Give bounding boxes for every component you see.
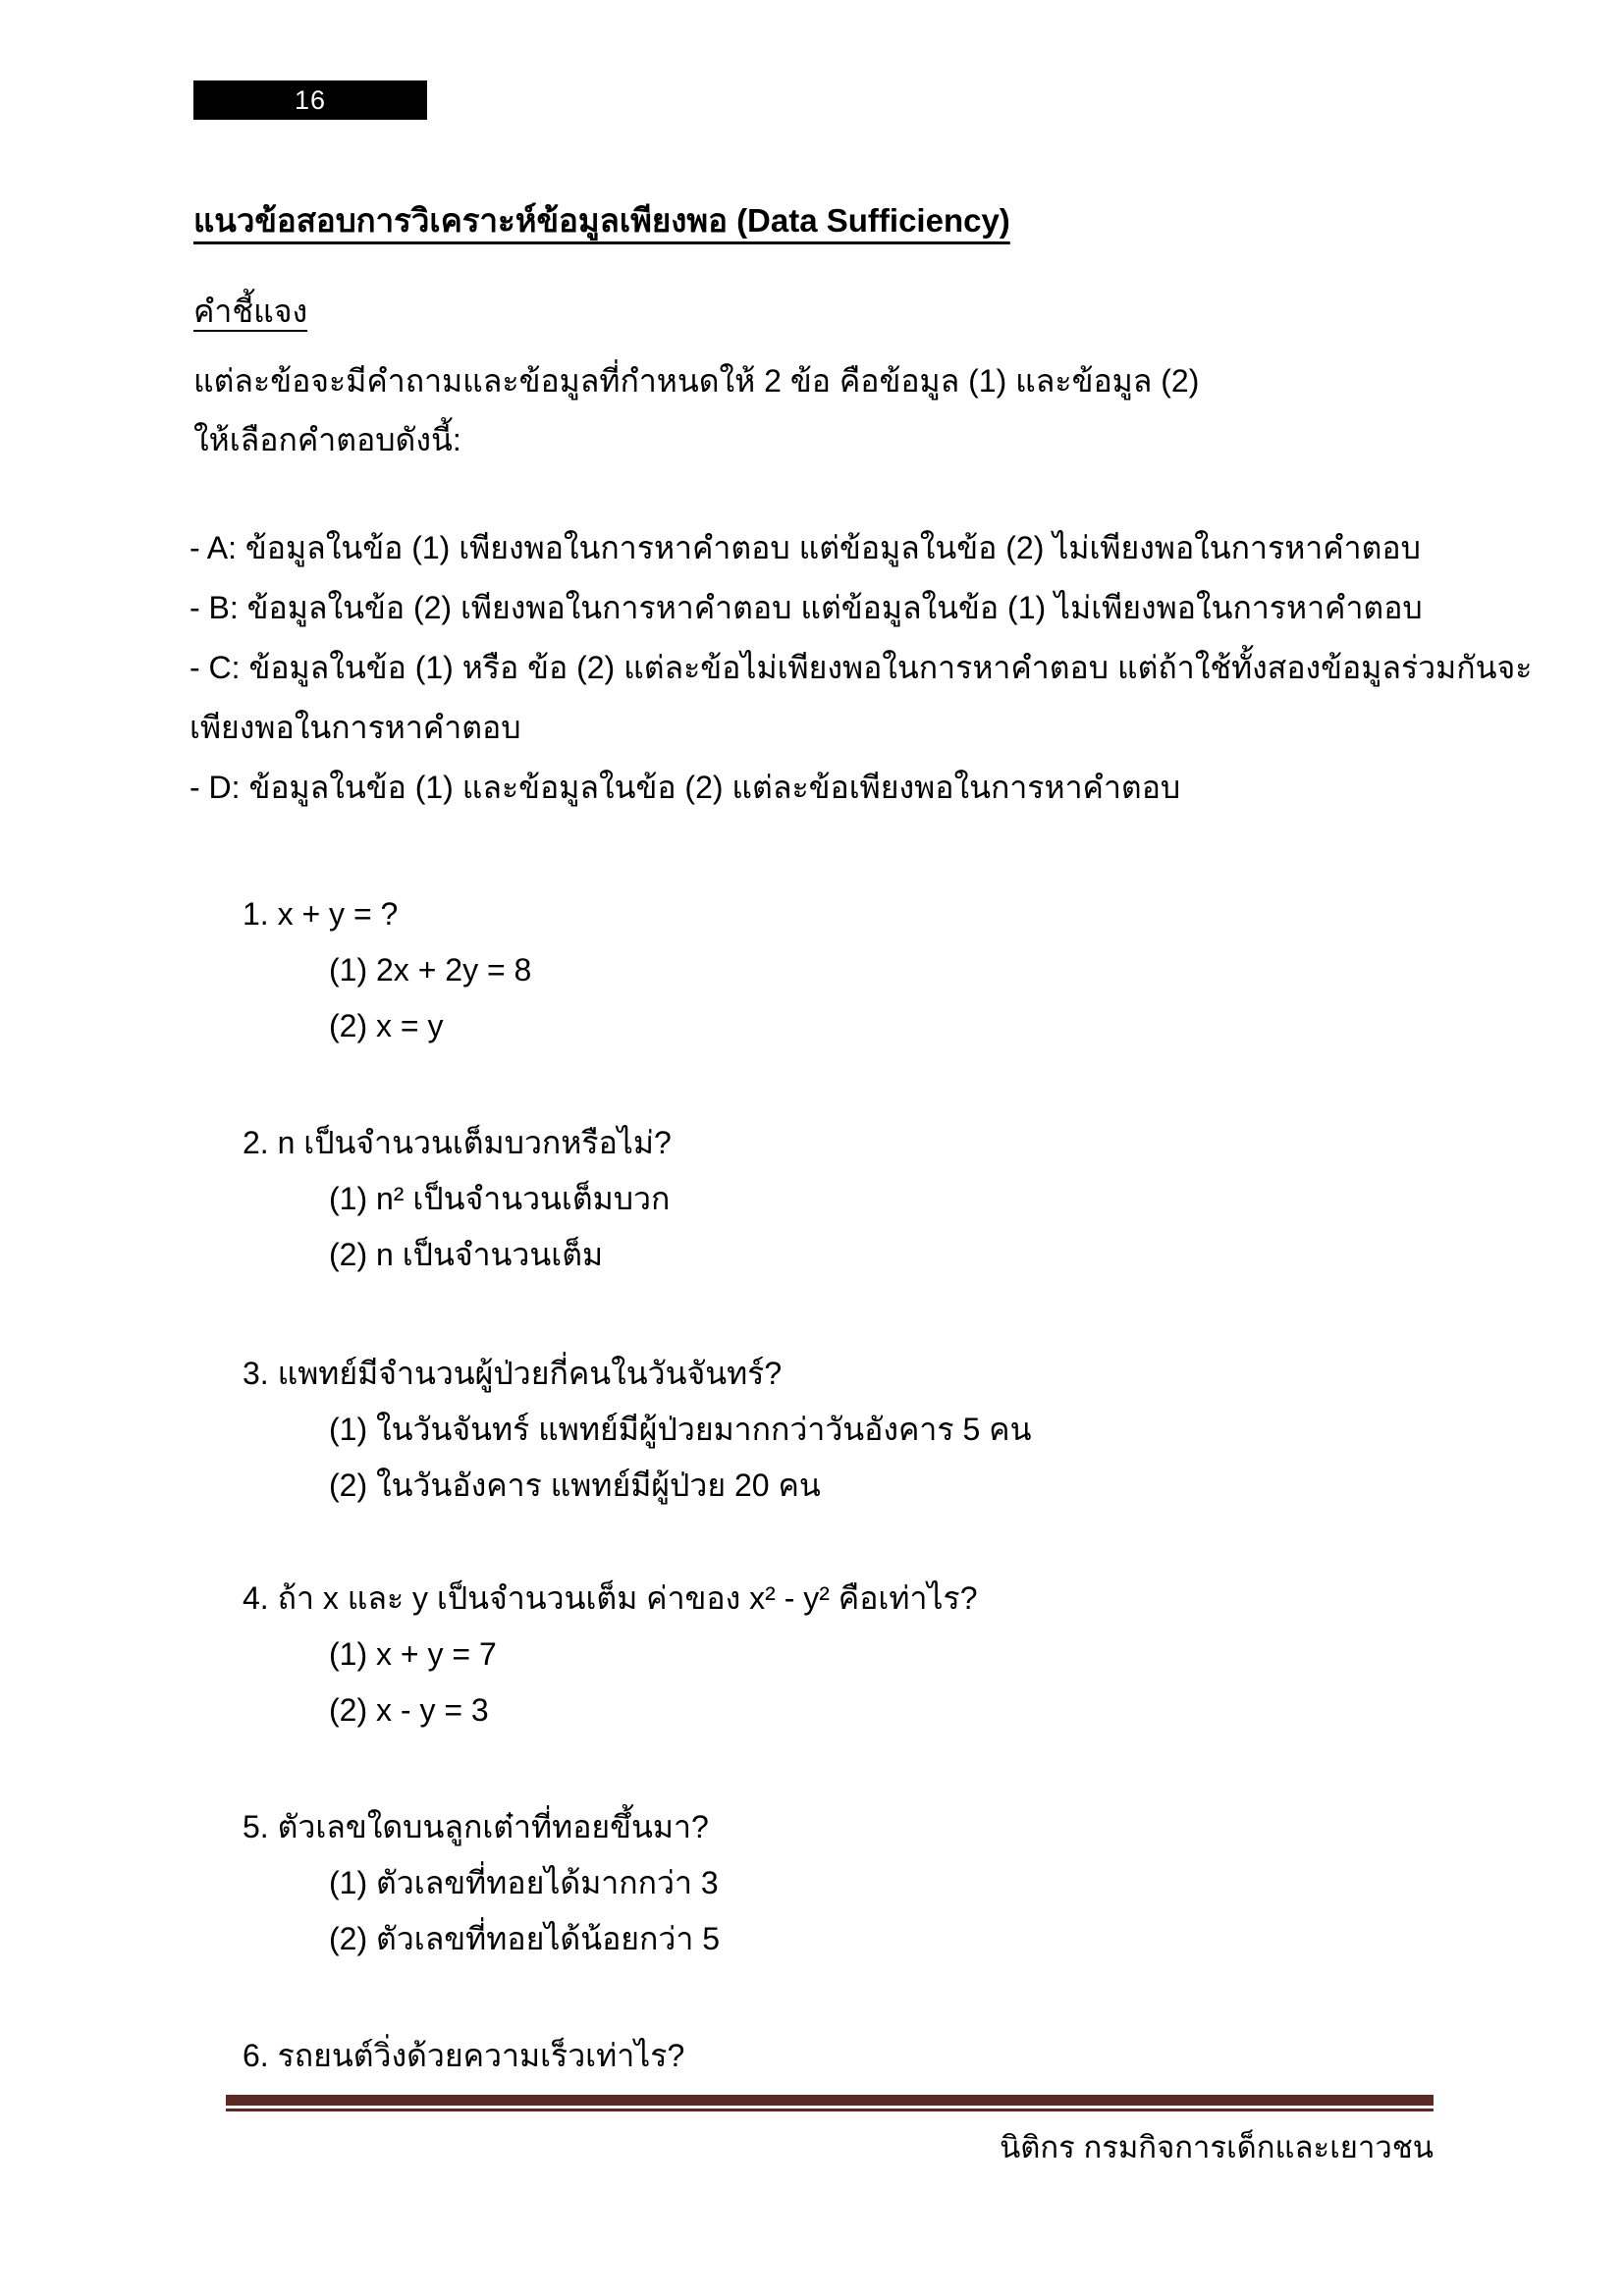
statement-line: (2) n เป็นจำนวนเต็ม — [329, 1237, 604, 1272]
document-title: แนวข้อสอบการวิเคราะห์ข้อมูลเพียงพอ (Data Sufficiency) — [193, 202, 1010, 239]
question-6 — [243, 2028, 684, 2084]
question-title — [243, 886, 531, 942]
question-text: ตัวเลขใดบนลูกเต๋าที่ทอยขึ้นมา? — [277, 1809, 709, 1844]
question-statements — [329, 1627, 978, 1738]
question-number: 1. — [243, 896, 269, 932]
question-title — [243, 1571, 978, 1627]
question-text: ถ้า x และ y เป็นจำนวนเต็ม ค่าของ x² - y² คือเท่าไร? — [277, 1580, 978, 1616]
question-5 — [243, 1799, 720, 1967]
question-number: 3. — [243, 1356, 269, 1391]
page-number-badge — [193, 80, 427, 120]
question-title — [243, 2028, 684, 2084]
instructions-intro-line: ให้เลือกคำตอบดังนี้: — [193, 422, 461, 457]
question-title — [243, 1115, 672, 1171]
page-number: 16 — [294, 84, 327, 115]
statement-line: (2) x - y = 3 — [329, 1692, 489, 1728]
question-statements — [329, 1855, 720, 1967]
choice-line-d: - D: ข้อมูลในข้อ (1) และข้อมูลในข้อ (2) แต่ละข้อเพียงพอในการหาคำตอบ — [189, 770, 1181, 805]
choice-line-b: - B: ข้อมูลในข้อ (2) เพียงพอในการหาคำตอบ แต่ข้อมูลในข้อ (1) ไม่เพียงพอในการหาคำตอบ — [189, 590, 1423, 625]
footer-rule-thick — [226, 2095, 1434, 2106]
question-number: 5. — [243, 1809, 269, 1844]
statement-line: (2) ในวันอังคาร แพทย์มีผู้ป่วย 20 คน — [329, 1468, 821, 1503]
statement-line: (2) x = y — [329, 1008, 444, 1043]
question-3 — [243, 1346, 1031, 1514]
question-4 — [243, 1571, 978, 1738]
question-statements — [329, 942, 531, 1054]
question-text: x + y = ? — [277, 896, 399, 932]
question-number: 4. — [243, 1580, 269, 1616]
footer-rule-thin — [226, 2109, 1434, 2111]
instructions-heading: คำชี้แจง — [193, 294, 308, 329]
statement-line: (2) ตัวเลขที่ทอยได้น้อยกว่า 5 — [329, 1921, 721, 1956]
question-2 — [243, 1115, 672, 1283]
statement-line: (1) x + y = 7 — [329, 1636, 497, 1672]
statement-line: (1) 2x + 2y = 8 — [329, 952, 532, 988]
question-statements — [329, 1402, 1031, 1514]
instructions-intro-line: แต่ละข้อจะมีคำถามและข้อมูลที่กำหนดให้ 2 ข้อ คือข้อมูล (1) และข้อมูล (2) — [193, 363, 1200, 399]
statement-line: (1) ในวันจันทร์ แพทย์มีผู้ป่วยมากกว่าวันอังคาร 5 คน — [329, 1412, 1032, 1447]
question-statements — [329, 1171, 672, 1283]
answer-choice-definitions — [189, 518, 1532, 818]
footer-credit: นิติกร กรมกิจการเด็กและเยาวชน — [1000, 2130, 1434, 2164]
statement-line: (1) ตัวเลขที่ทอยได้มากกว่า 3 — [329, 1865, 719, 1900]
choice-line-c: - C: ข้อมูลในข้อ (1) หรือ ข้อ (2) แต่ละข้อไม่เพียงพอในการหาคำตอบ แต่ถ้าใช้ทั้งสองข้อมูลร่วมกันจะ — [189, 650, 1533, 685]
question-number: 6. — [243, 2038, 269, 2073]
question-title — [243, 1346, 1031, 1402]
question-number: 2. — [243, 1125, 269, 1160]
question-text: n เป็นจำนวนเต็มบวกหรือไม่? — [277, 1125, 672, 1160]
question-text: แพทย์มีจำนวนผู้ป่วยกี่คนในวันจันทร์? — [277, 1356, 783, 1391]
choice-line-c-cont: เพียงพอในการหาคำตอบ — [189, 710, 521, 745]
statement-line: (1) n² เป็นจำนวนเต็มบวก — [329, 1181, 671, 1216]
question-text: รถยนต์วิ่งด้วยความเร็วเท่าไร? — [277, 2038, 685, 2073]
choice-line-a: - A: ข้อมูลในข้อ (1) เพียงพอในการหาคำตอบ แต่ข้อมูลในข้อ (2) ไม่เพียงพอในการหาคำตอบ — [189, 530, 1421, 565]
question-1 — [243, 886, 531, 1054]
instructions-intro — [193, 351, 1199, 469]
question-title — [243, 1799, 720, 1855]
